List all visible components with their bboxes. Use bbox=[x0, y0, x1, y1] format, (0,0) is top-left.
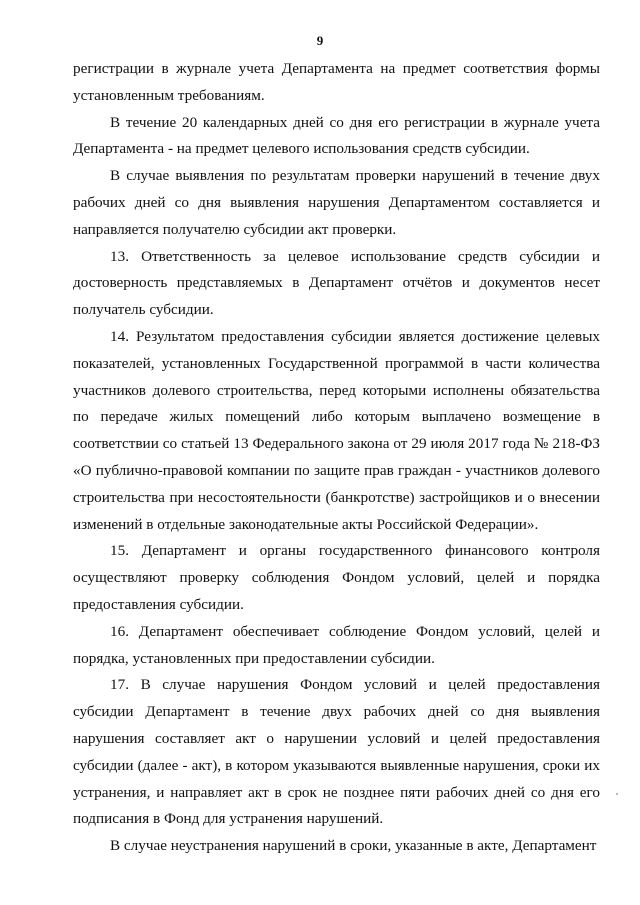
paragraph-17-violation: 17. В случае нарушения Фондом условий и целей предоставления субсидии Департамент в течение двух рабочих дней со дня выявления нарушения составляет акт о нарушении условий и целей предоставления субсидии (далее - акт), в котором указываются выявленные нарушения, сроки их устранения, и направляет акт в срок не позднее пяти рабочих дней со дня его подписания в Фонд для устранения нарушений. bbox=[73, 676, 600, 828]
paragraph-20-days-check: В течение 20 календарных дней со дня его регистрации в журнале учета Департамента - на предмет целевого использования средств субсидии. bbox=[73, 113, 600, 158]
paragraph-15-control: 15. Департамент и органы государственного финансового контроля осуществляют проверку соблюдения Фондом условий, целей и порядка предоставления субсидии. bbox=[73, 542, 600, 613]
document-body bbox=[73, 56, 600, 860]
paragraph-non-elimination: В случае неустранения нарушений в сроки, указанные в акте, Департамент bbox=[110, 837, 597, 855]
paragraph-13-responsibility: 13. Ответственность за целевое использование средств субсидии и достоверность представляемых в Департамент отчётов и документов несет получатель субсидии. bbox=[73, 247, 600, 319]
scan-speck bbox=[616, 793, 618, 795]
paragraph-16-compliance: 16. Департамент обеспечивает соблюдение Фондом условий, целей и порядка, установленных при предоставлении субсидии. bbox=[73, 622, 600, 667]
paragraph-violation-act: В случае выявления по результатам проверки нарушений в течение двух рабочих дней со дня выявления нарушения Департаментом составляется и направляется получателю субсидии акт проверки. bbox=[73, 167, 600, 238]
page-number: 9 bbox=[316, 33, 324, 48]
paragraph-continuation: регистрации в журнале учета Департамента на предмет соответствия формы установленным требованиям. bbox=[73, 60, 600, 104]
paragraph-14-result: 14. Результатом предоставления субсидии является достижение целевых показателей, установленных Государственной программой в части количества участников долевого строительства, перед которыми исполнены обязательства по передаче жилых помещений либо которым выплачено возмещение в соответствии со статьей 13 Федерального закона от 29 июля 2017 года № 218-ФЗ «О публично-правовой компании по защите прав граждан - участников долевого строительства при несостоятельности (банкротстве) застройщиков и о внесении изменений в отдельные законодательные акты Российской Федерации». bbox=[73, 327, 600, 533]
